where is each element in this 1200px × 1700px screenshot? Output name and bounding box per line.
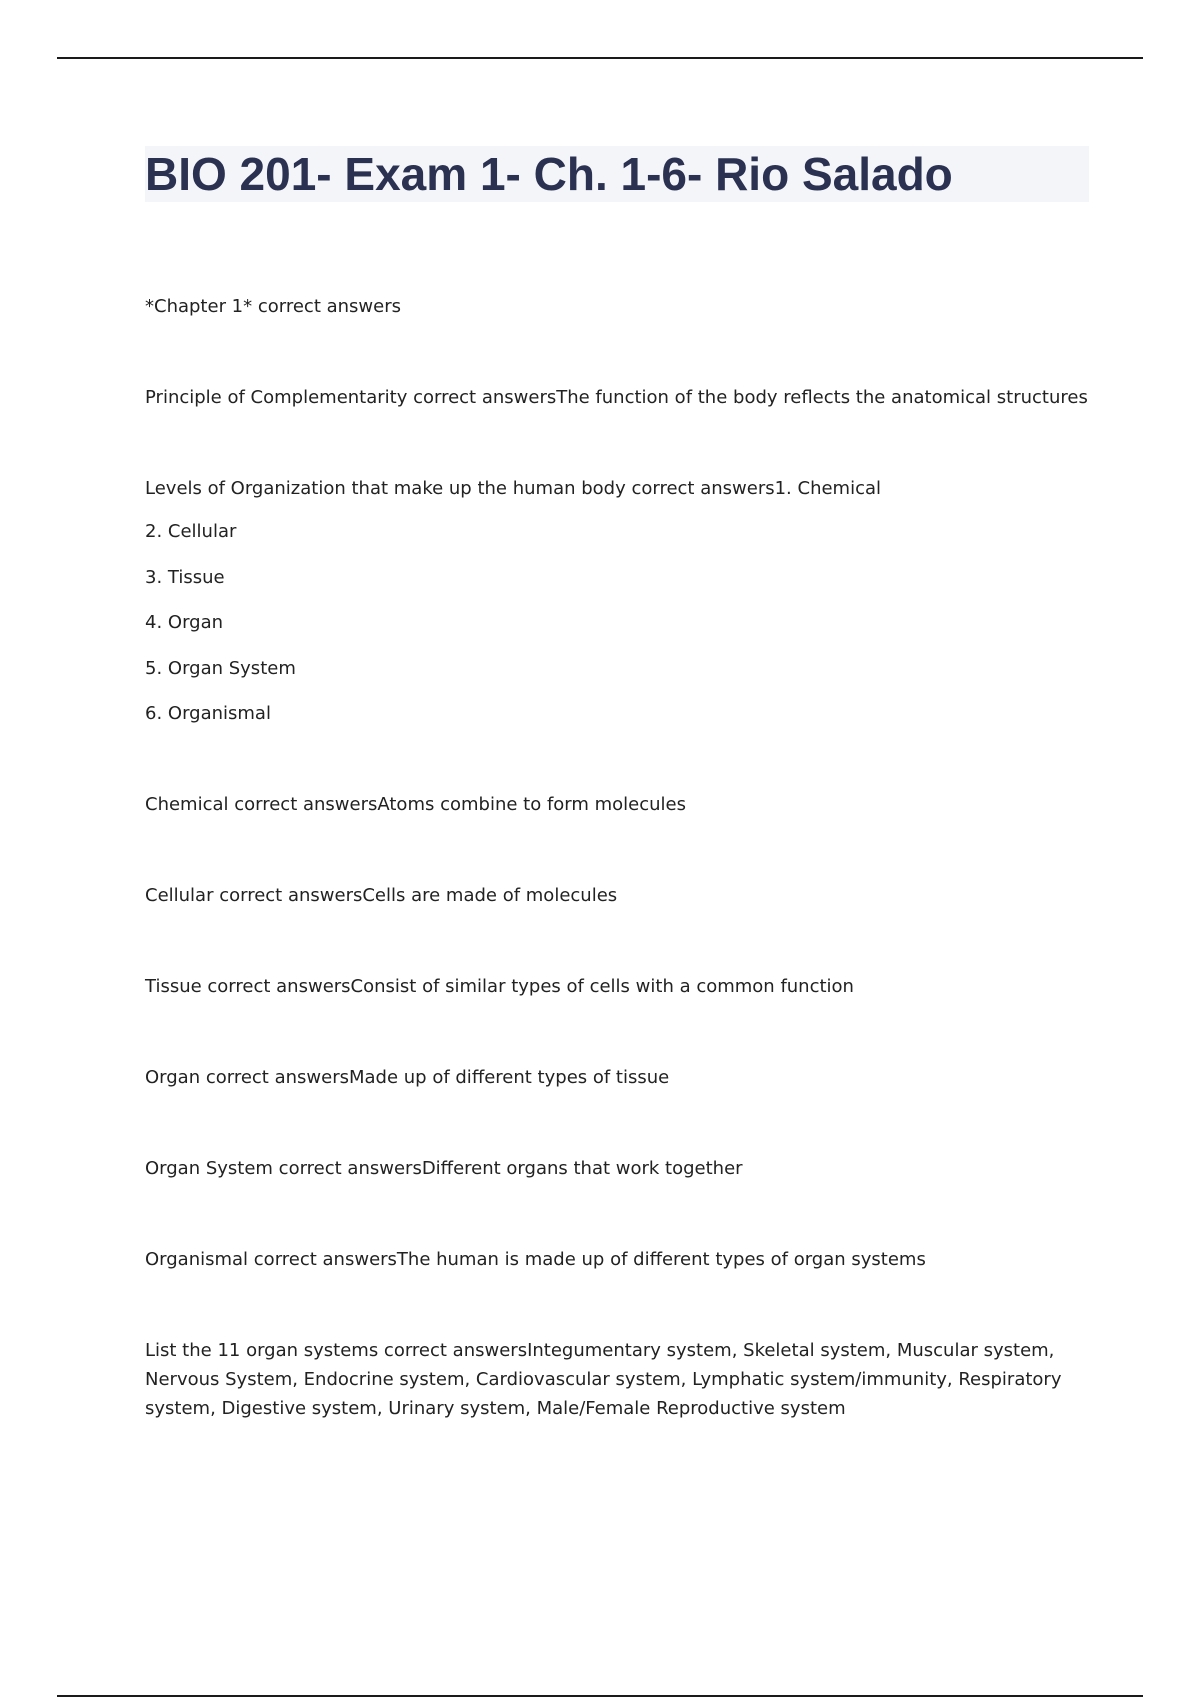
entry-organ-system: Organ System correct answersDifferent organs that work together — [145, 1158, 743, 1179]
level-item: 2. Cellular — [145, 521, 237, 542]
level-item: 3. Tissue — [145, 567, 225, 588]
entry-organ-systems-list: List the 11 organ systems correct answersIntegumentary system, Skeletal system, Muscular system, Nervous System, Endocrine system, Cardiovascular system, Lymphatic system/immunity, Respiratory system, Digestive system, Urinary system, Male/Female Reproductive system — [145, 1340, 1062, 1419]
entry-chemical: Chemical correct answersAtoms combine to form molecules — [145, 794, 687, 815]
top-rule — [57, 57, 1143, 59]
entry-complementarity: Principle of Complementarity correct answersThe function of the body reflects the anatomical structures — [145, 387, 1088, 408]
level-item: 4. Organ — [145, 612, 224, 633]
level-item: 5. Organ System — [145, 658, 296, 679]
entry-tissue: Tissue correct answersConsist of similar types of cells with a common function — [145, 976, 854, 997]
entry-cellular: Cellular correct answersCells are made of molecules — [145, 885, 618, 906]
level-item: 6. Organismal — [145, 703, 271, 724]
document-title: BIO 201- Exam 1- Ch. 1-6- Rio Salado — [145, 148, 953, 200]
bottom-rule — [57, 1695, 1143, 1697]
chapter-heading: *Chapter 1* correct answers — [145, 296, 401, 317]
entry-organismal: Organismal correct answersThe human is made up of different types of organ systems — [145, 1249, 926, 1270]
entry-levels-intro: Levels of Organization that make up the human body correct answers1. Chemical — [145, 478, 882, 499]
entry-organ: Organ correct answersMade up of different types of tissue — [145, 1067, 670, 1088]
